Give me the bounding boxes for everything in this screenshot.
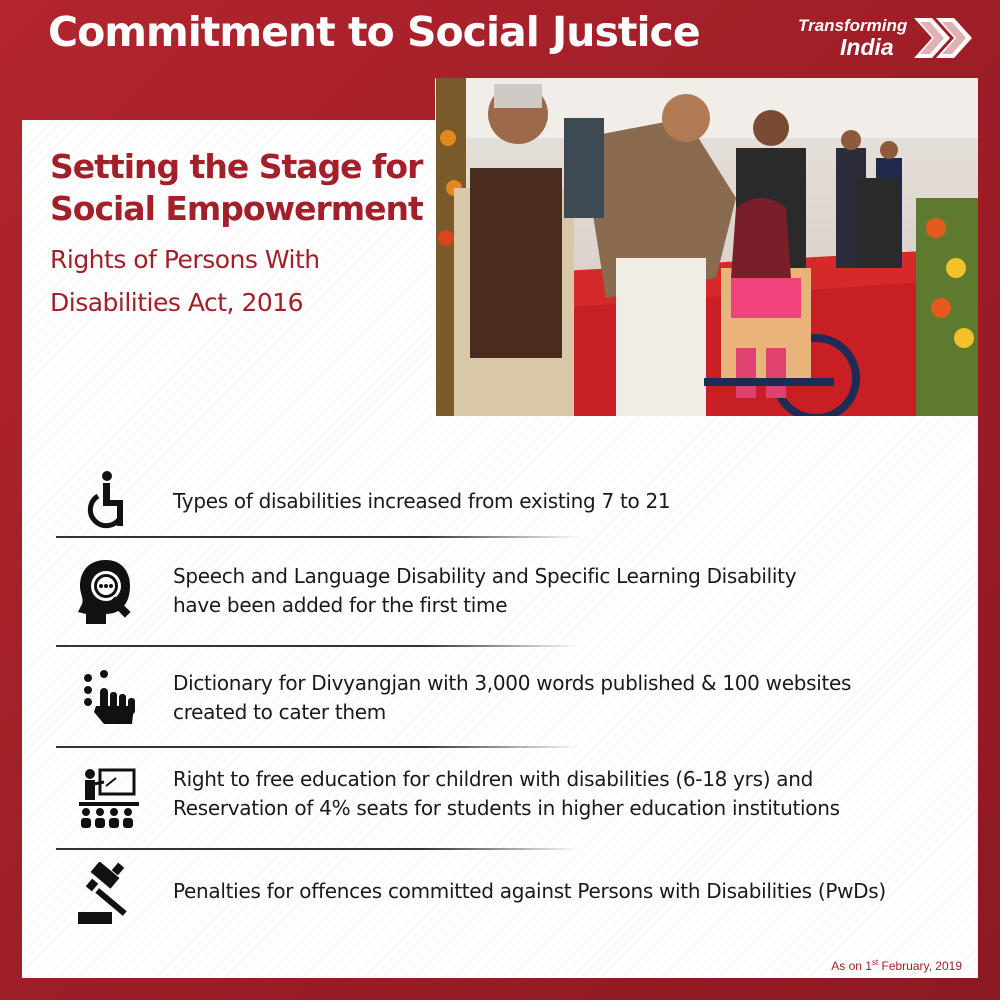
divider [56, 536, 580, 538]
event-photo [436, 78, 978, 416]
divider [56, 746, 580, 748]
subheading-line1: Rights of Persons With [50, 245, 320, 274]
head-magnifier-icon [76, 558, 142, 628]
item-line2: Reservation of 4% seats for students in higher education institutions [173, 796, 840, 820]
classroom-icon [76, 768, 142, 832]
brand-line2: India [840, 34, 894, 60]
list-item [56, 764, 956, 834]
item-text [173, 877, 886, 906]
item-line1: Dictionary for Divyangjan with 3,000 words published & 100 websites [173, 671, 852, 695]
list-item [56, 664, 956, 728]
photo-illustration [436, 78, 978, 416]
braille-hand-icon [76, 668, 138, 730]
heading-line2: Social Empowerment [50, 189, 423, 228]
brand-logo [798, 14, 978, 64]
chevrons-icon [912, 16, 976, 60]
gavel-icon [76, 862, 142, 928]
item-text [173, 562, 796, 620]
item-text [173, 765, 840, 823]
date-footnote [831, 958, 962, 973]
item-line1: Speech and Language Disability and Specific Learning Disability [173, 564, 797, 588]
item-line2: have been added for the first time [173, 593, 508, 617]
divider [56, 645, 580, 647]
list-item [56, 470, 956, 532]
subheading-line2: Disabilities Act, 2016 [50, 288, 304, 317]
item-line1: Types of disabilities increased from existing 7 to 21 [173, 489, 671, 513]
item-line1: Penalties for offences committed against Persons with Disabilities (PwDs) [173, 879, 886, 903]
footnote-suffix: st [871, 958, 879, 967]
section-subheading [50, 238, 320, 324]
section-heading [50, 146, 423, 230]
wheelchair-icon [76, 470, 138, 532]
heading-line1: Setting the Stage for [50, 147, 423, 186]
footnote-rest: February, 2019 [878, 959, 962, 973]
item-line2: created to cater them [173, 700, 386, 724]
list-item [56, 556, 956, 630]
page-title: Commitment to Social Justice [48, 8, 700, 56]
footnote-prefix: As on 1 [831, 959, 872, 973]
brand-line1: Transforming [798, 16, 908, 35]
item-text [173, 487, 670, 516]
divider [56, 848, 580, 850]
item-line1: Right to free education for children with disabilities (6-18 yrs) and [173, 767, 813, 791]
list-item [56, 862, 956, 928]
item-text [173, 669, 851, 727]
